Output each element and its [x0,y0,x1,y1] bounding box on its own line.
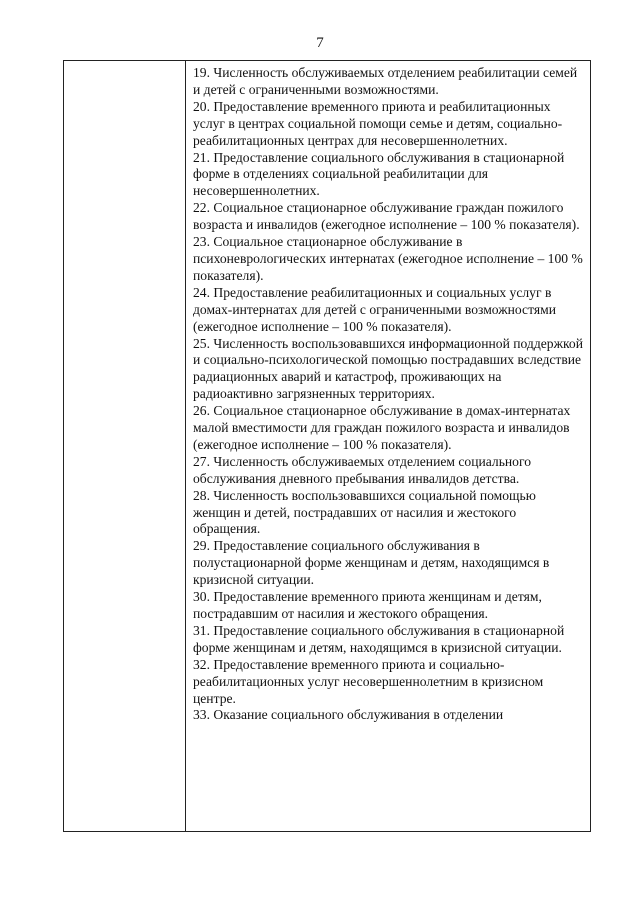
list-item-29: 29. Предоставление социального обслуживания в полустационарной форме женщинам и детям, находящимся в кризисной ситуации. [193,538,550,588]
list-item-21: 21. Предоставление социального обслуживания в стационарной форме в отделениях социальной реабилитации для несовершеннолетних. [193,149,565,199]
list-item-24: 24. Предоставление реабилитационных и социальных услуг в домах-интернатах для детей с ограниченными возможностями (ежегодное исполнение – 100 % показателя). [193,284,556,334]
list-item-25: 25. Численность воспользовавшихся информационной поддержкой и социально-психологической помощью пострадавших вследствие радиационных аварий и катастроф, проживающих на радиоактивно загрязненных территориях. [193,335,583,402]
table-left-cell [64,61,186,831]
document-table [63,60,591,832]
page-number: 7 [316,35,324,51]
list-item-23: 23. Социальное стационарное обслуживание в психоневрологических интернатах (ежегодное исполнение – 100 % показателя). [193,234,583,283]
list-item-33: 33. Оказание социального обслуживания в отделении [193,707,504,723]
list-item-20: 20. Предоставление временного приюта и реабилитационных услуг в центрах социальной помощи семье и детям, социально-реабилитационных центрах для несовершеннолетних. [193,98,563,148]
list-item-27: 27. Численность обслуживаемых отделением социального обслуживания дневного пребывания инвалидов детства. [193,453,532,486]
list-item-31: 31. Предоставление социального обслуживания в стационарной форме женщинам и детям, находящимся в кризисной ситуации. [193,622,565,655]
list-item-28: 28. Численность воспользовавшихся социальной помощью женщин и детей, пострадавших от насилия и жестокого обращения. [193,487,536,537]
list-item-19: 19. Численность обслуживаемых отделением реабилитации семей и детей с ограниченными возможностями. [193,65,578,97]
list-item-32: 32. Предоставление временного приюта и социально-реабилитационных услуг несовершеннолетним в кризисном центре. [193,656,544,706]
list-item-26: 26. Социальное стационарное обслуживание в домах-интернатах малой вместимости для граждан пожилого возраста и инвалидов (ежегодное исполнение – 100 % показателя). [193,403,571,452]
table-right-cell [186,61,590,831]
list-item-30: 30. Предоставление временного приюта женщинам и детям, пострадавшим от насилия и жестокого обращения. [193,589,542,621]
list-item-22: 22. Социальное стационарное обслуживание граждан пожилого возраста и инвалидов (ежегодное исполнение – 100 % показателя). [193,200,580,233]
